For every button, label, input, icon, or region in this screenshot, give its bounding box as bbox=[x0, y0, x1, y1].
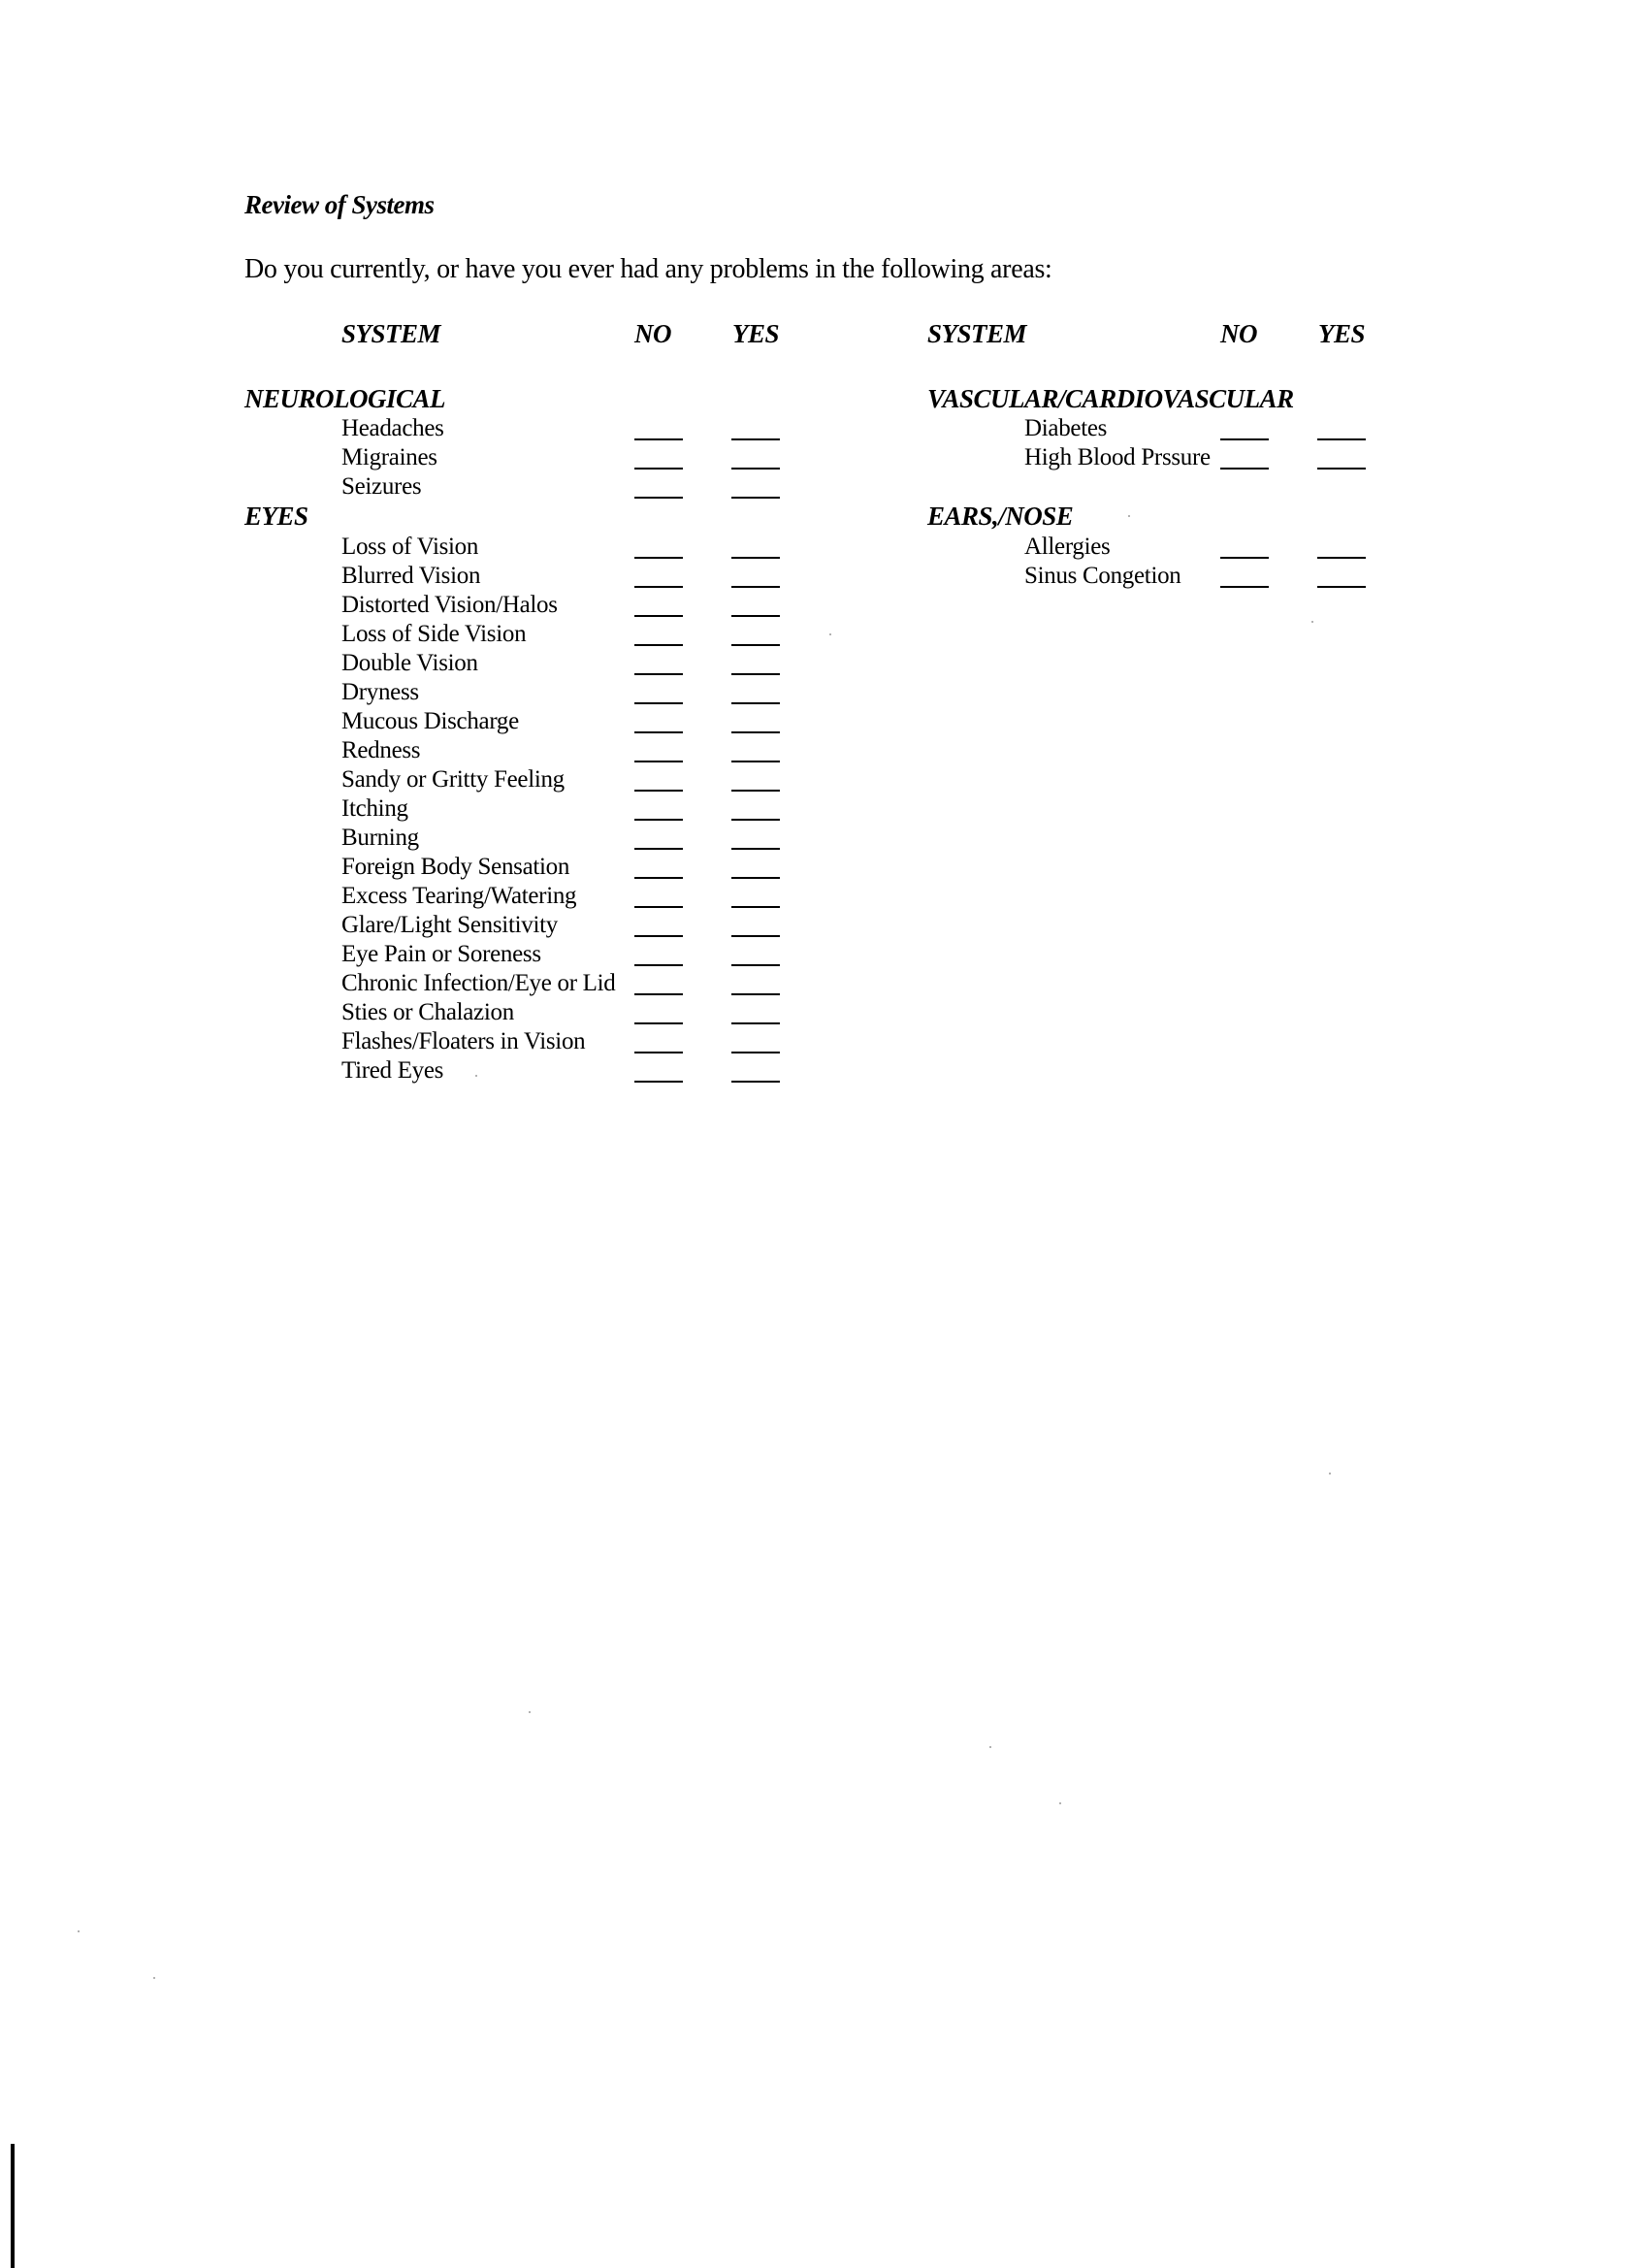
yes-blank-blurred-vision[interactable] bbox=[731, 586, 780, 588]
item-distorted-vision: Distorted Vision/Halos bbox=[341, 592, 558, 618]
no-blank-burning[interactable] bbox=[634, 848, 683, 850]
scan-speck bbox=[475, 1075, 477, 1077]
yes-blank-chronic-infection[interactable] bbox=[731, 993, 780, 995]
yes-blank-seizures[interactable] bbox=[731, 497, 780, 499]
yes-blank-tired-eyes[interactable] bbox=[731, 1081, 780, 1083]
no-blank-tired-eyes[interactable] bbox=[634, 1081, 683, 1083]
section-eyes: EYES bbox=[244, 502, 308, 531]
no-blank-eye-pain[interactable] bbox=[634, 964, 683, 966]
no-blank-excess-tearing[interactable] bbox=[634, 906, 683, 908]
no-blank-headaches[interactable] bbox=[634, 438, 683, 440]
item-dryness: Dryness bbox=[341, 679, 419, 705]
yes-blank-eye-pain[interactable] bbox=[731, 964, 780, 966]
no-blank-allergies[interactable] bbox=[1220, 557, 1269, 559]
scan-speck bbox=[78, 1930, 80, 1932]
item-redness: Redness bbox=[341, 737, 421, 763]
section-neurological: NEUROLOGICAL bbox=[244, 384, 446, 413]
no-blank-diabetes[interactable] bbox=[1220, 438, 1269, 440]
yes-blank-headaches[interactable] bbox=[731, 438, 780, 440]
item-foreign-body: Foreign Body Sensation bbox=[341, 854, 570, 880]
no-blank-high-blood-pressure[interactable] bbox=[1220, 468, 1269, 470]
no-blank-glare-light[interactable] bbox=[634, 935, 683, 937]
yes-blank-foreign-body[interactable] bbox=[731, 877, 780, 879]
item-flashes-floaters: Flashes/Floaters in Vision bbox=[341, 1028, 586, 1054]
item-glare-light: Glare/Light Sensitivity bbox=[341, 912, 558, 938]
yes-blank-mucous-discharge[interactable] bbox=[731, 731, 780, 733]
no-blank-loss-of-side-vision[interactable] bbox=[634, 644, 683, 646]
yes-blank-sties-chalazion[interactable] bbox=[731, 1022, 780, 1024]
item-tired-eyes: Tired Eyes bbox=[341, 1057, 444, 1084]
item-allergies: Allergies bbox=[1024, 534, 1111, 560]
item-sties-chalazion: Sties or Chalazion bbox=[341, 999, 514, 1025]
no-blank-dryness[interactable] bbox=[634, 702, 683, 704]
yes-blank-sinus-congestion[interactable] bbox=[1317, 586, 1366, 588]
no-blank-migraines[interactable] bbox=[634, 468, 683, 470]
yes-blank-glare-light[interactable] bbox=[731, 935, 780, 937]
yes-blank-distorted-vision[interactable] bbox=[731, 615, 780, 617]
yes-blank-itching[interactable] bbox=[731, 819, 780, 821]
left-col-system-header: SYSTEM bbox=[341, 319, 441, 348]
yes-blank-flashes-floaters[interactable] bbox=[731, 1052, 780, 1053]
no-blank-mucous-discharge[interactable] bbox=[634, 731, 683, 733]
left-col-yes-header: YES bbox=[732, 319, 780, 348]
left-col-no-header: NO bbox=[634, 319, 671, 348]
no-blank-redness[interactable] bbox=[634, 761, 683, 762]
no-blank-sandy-gritty[interactable] bbox=[634, 790, 683, 792]
item-loss-of-vision: Loss of Vision bbox=[341, 534, 479, 560]
scan-speck bbox=[153, 1977, 155, 1979]
no-blank-double-vision[interactable] bbox=[634, 673, 683, 675]
yes-blank-sandy-gritty[interactable] bbox=[731, 790, 780, 792]
scan-speck bbox=[989, 1746, 991, 1748]
item-diabetes: Diabetes bbox=[1024, 415, 1108, 441]
no-blank-flashes-floaters[interactable] bbox=[634, 1052, 683, 1053]
no-blank-foreign-body[interactable] bbox=[634, 877, 683, 879]
yes-blank-burning[interactable] bbox=[731, 848, 780, 850]
item-burning: Burning bbox=[341, 825, 419, 851]
item-loss-of-side-vision: Loss of Side Vision bbox=[341, 621, 527, 647]
item-headaches: Headaches bbox=[341, 415, 444, 441]
no-blank-sties-chalazion[interactable] bbox=[634, 1022, 683, 1024]
item-eye-pain: Eye Pain or Soreness bbox=[341, 941, 541, 967]
yes-blank-loss-of-vision[interactable] bbox=[731, 557, 780, 559]
no-blank-itching[interactable] bbox=[634, 819, 683, 821]
scan-edge-mark bbox=[11, 2144, 15, 2268]
item-high-blood-pressure: High Blood Prssure bbox=[1024, 444, 1211, 470]
item-itching: Itching bbox=[341, 795, 408, 822]
right-col-yes-header: YES bbox=[1318, 319, 1366, 348]
item-seizures: Seizures bbox=[341, 473, 422, 500]
no-blank-sinus-congestion[interactable] bbox=[1220, 586, 1269, 588]
section-vascular: VASCULAR/CARDIOVASCULAR bbox=[927, 384, 1294, 413]
item-chronic-infection: Chronic Infection/Eye or Lid bbox=[341, 970, 616, 996]
yes-blank-excess-tearing[interactable] bbox=[731, 906, 780, 908]
scan-speck bbox=[529, 1711, 531, 1713]
scan-speck bbox=[1329, 1473, 1331, 1474]
item-migraines: Migraines bbox=[341, 444, 437, 470]
item-blurred-vision: Blurred Vision bbox=[341, 563, 481, 589]
scan-speck bbox=[1128, 515, 1130, 517]
intro-text: Do you currently, or have you ever had any problems in the following areas: bbox=[244, 254, 1052, 284]
scan-speck bbox=[1059, 1802, 1061, 1804]
no-blank-blurred-vision[interactable] bbox=[634, 586, 683, 588]
yes-blank-migraines[interactable] bbox=[731, 468, 780, 470]
yes-blank-double-vision[interactable] bbox=[731, 673, 780, 675]
item-double-vision: Double Vision bbox=[341, 650, 478, 676]
no-blank-chronic-infection[interactable] bbox=[634, 993, 683, 995]
item-mucous-discharge: Mucous Discharge bbox=[341, 708, 519, 734]
yes-blank-diabetes[interactable] bbox=[1317, 438, 1366, 440]
section-ears-nose: EARS,/NOSE bbox=[927, 502, 1074, 531]
no-blank-seizures[interactable] bbox=[634, 497, 683, 499]
item-sandy-gritty: Sandy or Gritty Feeling bbox=[341, 766, 565, 793]
right-col-no-header: NO bbox=[1220, 319, 1257, 348]
page-title: Review of Systems bbox=[244, 190, 435, 219]
yes-blank-high-blood-pressure[interactable] bbox=[1317, 468, 1366, 470]
yes-blank-dryness[interactable] bbox=[731, 702, 780, 704]
item-excess-tearing: Excess Tearing/Watering bbox=[341, 883, 577, 909]
scan-speck bbox=[829, 633, 831, 635]
right-col-system-header: SYSTEM bbox=[927, 319, 1027, 348]
yes-blank-allergies[interactable] bbox=[1317, 557, 1366, 559]
yes-blank-loss-of-side-vision[interactable] bbox=[731, 644, 780, 646]
no-blank-loss-of-vision[interactable] bbox=[634, 557, 683, 559]
item-sinus-congestion: Sinus Congetion bbox=[1024, 563, 1181, 589]
no-blank-distorted-vision[interactable] bbox=[634, 615, 683, 617]
scan-speck bbox=[1311, 621, 1313, 623]
yes-blank-redness[interactable] bbox=[731, 761, 780, 762]
